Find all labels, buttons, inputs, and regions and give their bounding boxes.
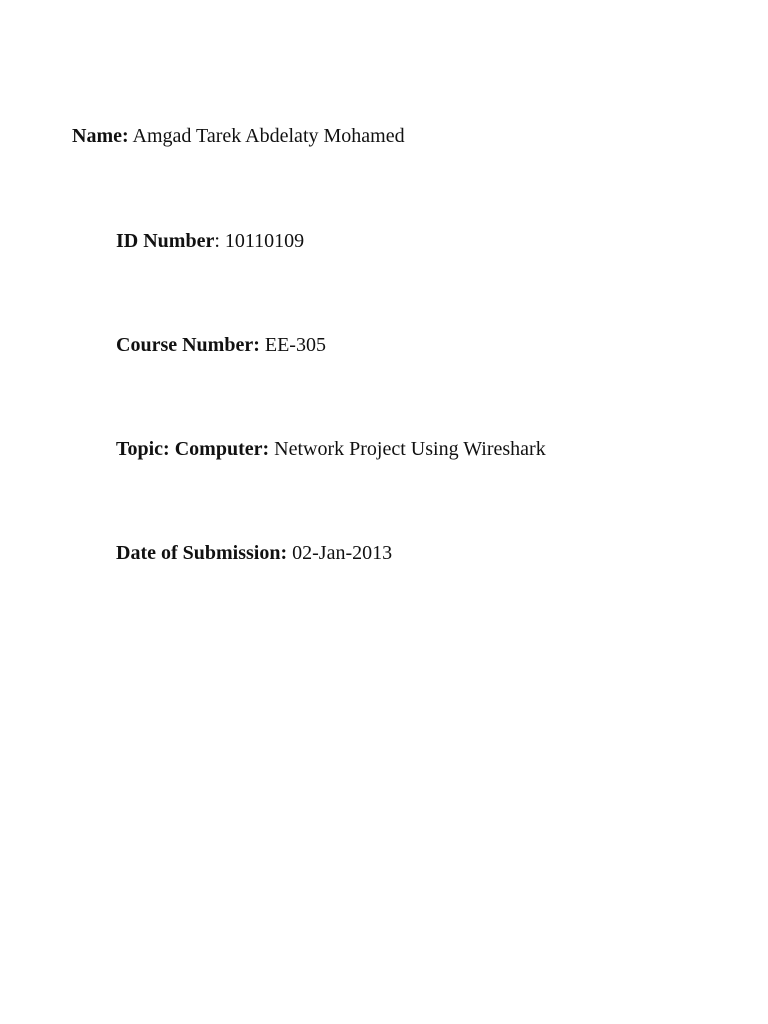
name-label: Name: [72,125,129,147]
id-number-label: ID Number [116,230,215,252]
date-of-submission-field [116,541,392,565]
name-field [72,124,405,148]
course-number-value: EE-305 [259,334,326,356]
name-value: Amgad Tarek Abdelaty Mohamed [128,125,405,147]
id-number-value: 10110109 [224,230,305,252]
topic-label: Topic: Computer: [116,438,270,460]
course-number-field [116,333,326,357]
id-number-field [116,229,304,253]
topic-field [116,437,546,461]
course-number-label: Course Number: [116,334,260,356]
id-number-separator: : [214,230,225,252]
date-of-submission-label: Date of Submission: [116,542,288,564]
topic-value: Network Project Using Wireshark [269,438,546,460]
date-of-submission-value: 02-Jan-2013 [287,542,393,564]
